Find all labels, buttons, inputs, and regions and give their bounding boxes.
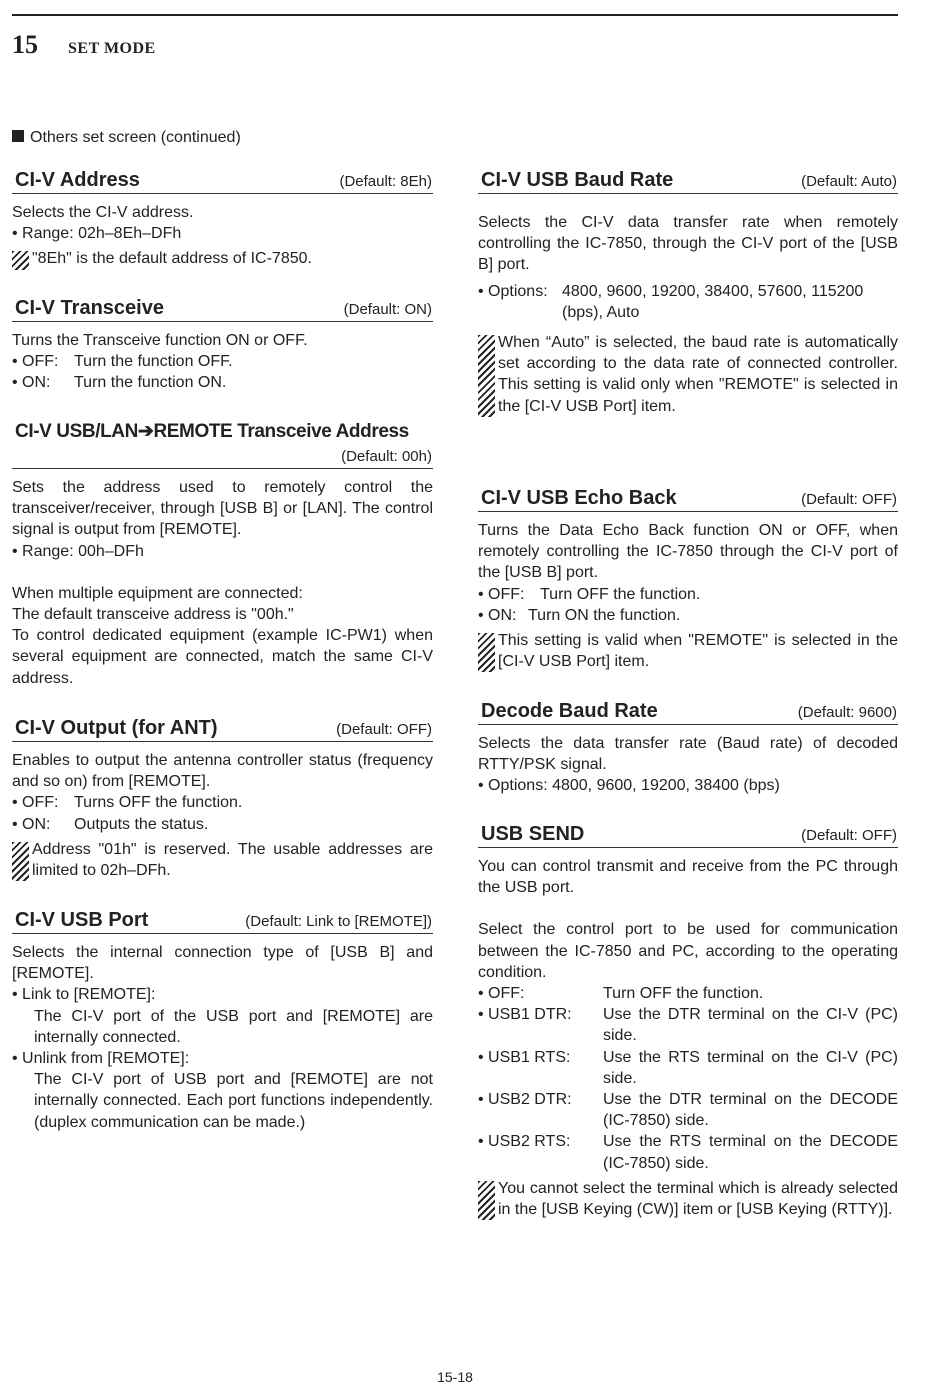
section-title: USB SEND <box>481 823 585 845</box>
section-heading <box>12 420 433 469</box>
bullet-item: • Link to [REMOTE]: <box>12 986 156 1004</box>
section-heading <box>478 822 898 848</box>
note-hatch-icon <box>12 251 29 269</box>
bullet-item <box>12 351 433 372</box>
option-row <box>478 983 898 1004</box>
section-civ-usb-baud-rate <box>478 168 898 417</box>
bullet-key: • OFF: <box>478 585 525 603</box>
bullet-item <box>12 814 433 835</box>
paragraph: Selects the CI-V address. <box>12 204 194 221</box>
note-hatch-icon <box>478 335 495 417</box>
bullet-value: Turn ON the function. <box>528 606 681 624</box>
header-rule <box>12 14 898 16</box>
option-value: Turn OFF the function. <box>603 985 764 1003</box>
bullet-value: Turns OFF the function. <box>74 794 243 812</box>
bullet-key: • OFF: <box>12 794 59 812</box>
note <box>478 1178 898 1220</box>
section-civ-remote-address <box>12 420 433 689</box>
bullet-value: Turn the function OFF. <box>74 353 233 371</box>
option-key: • USB2 RTS: <box>478 1133 571 1151</box>
option-row <box>478 1131 898 1173</box>
section-title: Decode Baud Rate <box>481 700 658 722</box>
bullet-item: • Options: 4800, 9600, 19200, 38400 (bps) <box>478 777 780 795</box>
option-row <box>478 1089 898 1131</box>
bullet-value: Turn the function ON. <box>74 374 227 392</box>
paragraph: Sets the address used to remotely control the transceiver/receiver, through [USB B] or [LAN]. The control signal is output from [REMOTE]. <box>12 479 433 539</box>
bullet-description: The CI-V port of the USB port and [REMOTE] are internally connected. <box>34 1007 433 1046</box>
option-key: • USB1 RTS: <box>478 1048 571 1066</box>
paragraph: Selects the internal connection type of [USB B] and [REMOTE]. <box>12 944 433 983</box>
bullet-key: • ON: <box>478 606 517 624</box>
intro-text: Others set screen (continued) <box>30 129 241 146</box>
note-text: This setting is valid when "REMOTE" is selected in the [CI-V USB Port] item. <box>498 632 898 671</box>
section-civ-output <box>12 716 433 881</box>
bullet-item: • Range: 02h–8Eh–DFh <box>12 225 182 243</box>
section-title: CI-V Transceive <box>15 297 164 319</box>
option-key: • USB1 DTR: <box>478 1006 572 1024</box>
paragraph: Turns the Transceive function ON or OFF. <box>12 332 308 349</box>
paragraph: Selects the data transfer rate (Baud rate) of decoded RTTY/PSK signal. <box>478 735 898 774</box>
chapter-title: SET MODE <box>68 40 156 57</box>
bullet-key: • ON: <box>12 815 51 833</box>
bullet-item <box>12 792 433 813</box>
section-title: CI-V USB/LAN➔REMOTE Transceive Address <box>15 421 409 442</box>
section-default: (Default: 00h) <box>341 448 432 465</box>
bullet-item <box>12 372 433 393</box>
note-hatch-icon <box>478 1181 495 1220</box>
paragraph: Selects the CI-V data transfer rate when remotely controlling the IC-7850, through the CI-V port of the [USB B] port. <box>478 214 898 274</box>
section-default: (Default: OFF) <box>801 491 897 508</box>
section-default: (Default: Link to [REMOTE]) <box>245 913 432 930</box>
section-title: CI-V USB Baud Rate <box>481 169 674 191</box>
section-title: CI-V Output (for ANT) <box>15 717 218 739</box>
bullet-item: • Range: 00h–DFh <box>12 542 144 560</box>
square-bullet-icon <box>12 130 24 142</box>
note-text: You cannot select the terminal which is already selected in the [USB Keying (CW)] item or [USB Keying (RTTY)]. <box>498 1179 898 1219</box>
option-key: • OFF: <box>478 985 525 1003</box>
paragraph: When multiple equipment are connected: <box>12 584 303 602</box>
paragraph: The default transceive address is "00h." <box>12 606 294 624</box>
paragraph: Select the control port to be used for communication between the IC-7850 and PC, according to the operating condition. <box>478 921 898 981</box>
note-hatch-icon <box>478 633 495 672</box>
section-default: (Default: OFF) <box>336 721 432 738</box>
paragraph: To control dedicated equipment (example IC-PW1) when several equipment are connected, match the same CI-V address. <box>12 627 433 687</box>
section-default: (Default: ON) <box>343 301 432 318</box>
note-hatch-icon <box>12 842 29 881</box>
section-heading <box>478 168 898 194</box>
bullet-item: • Unlink from [REMOTE]: <box>12 1050 190 1068</box>
bullet-item <box>478 605 898 626</box>
section-civ-address <box>12 168 433 270</box>
note <box>12 248 433 269</box>
option-value: Use the DTR terminal on the DECODE (IC-7850) side. <box>603 1091 898 1130</box>
section-civ-usb-echo-back <box>478 486 898 672</box>
bullet-value: Outputs the status. <box>74 815 209 833</box>
section-usb-send <box>478 822 898 1220</box>
paragraph: Enables to output the antenna controller status (frequency and so on) from [REMOTE]. <box>12 752 433 791</box>
section-title: CI-V Address <box>15 169 140 191</box>
option-value: Use the RTS terminal on the CI-V (PC) side. <box>603 1048 898 1087</box>
note-text: "8Eh" is the default address of IC-7850. <box>32 250 312 268</box>
bullet-value: Turn OFF the function. <box>540 585 701 603</box>
bullet-key: • Options: <box>478 282 548 300</box>
note <box>478 630 898 672</box>
bullet-description: The CI-V port of USB port and [REMOTE] are not internally connected. Each port functions independently. (duplex communication can be made.) <box>34 1071 433 1131</box>
note <box>478 332 898 417</box>
paragraph: You can control transmit and receive from the PC through the USB port. <box>478 858 898 897</box>
section-decode-baud-rate <box>478 699 898 797</box>
note-text: When “Auto” is selected, the baud rate is automatically set according to the data rate of connected controller. This setting is valid only when "REMOTE" is selected in the [CI-V USB Port] item. <box>498 334 898 415</box>
chapter-number: 15 <box>12 30 38 59</box>
section-heading <box>12 716 433 742</box>
option-value: Use the RTS terminal on the DECODE (IC-7850) side. <box>603 1133 898 1172</box>
section-heading <box>12 296 433 322</box>
section-default: (Default: Auto) <box>801 173 897 190</box>
section-heading <box>478 486 898 512</box>
bullet-key: • ON: <box>12 374 51 392</box>
note-text: Address "01h" is reserved. The usable addresses are limited to 02h–DFh. <box>32 840 433 880</box>
bullet-item <box>478 584 898 605</box>
section-default: (Default: 9600) <box>797 704 897 721</box>
bullet-value: 4800, 9600, 19200, 38400, 57600, 115200 (bps), Auto <box>562 282 864 321</box>
paragraph: Turns the Data Echo Back function ON or OFF, when remotely controlling the IC-7850 through the CI-V port of the [USB B] port. <box>478 522 898 582</box>
page-number: 15-18 <box>437 1369 473 1385</box>
section-title: CI-V USB Echo Back <box>481 487 677 509</box>
note <box>12 839 433 881</box>
option-row <box>478 1004 898 1046</box>
bullet-key: • OFF: <box>12 353 59 371</box>
section-civ-usb-port <box>12 908 433 1133</box>
section-default: (Default: OFF) <box>801 827 897 844</box>
section-heading <box>12 908 433 934</box>
section-default: (Default: 8Eh) <box>339 173 432 190</box>
intro-line <box>12 129 241 147</box>
option-value: Use the DTR terminal on the CI-V (PC) side. <box>603 1006 898 1045</box>
section-heading <box>478 699 898 725</box>
section-heading <box>12 168 433 194</box>
section-title: CI-V USB Port <box>15 909 149 931</box>
section-civ-transceive <box>12 296 433 394</box>
bullet-item <box>478 281 898 323</box>
option-key: • USB2 DTR: <box>478 1091 572 1109</box>
option-row <box>478 1047 898 1089</box>
